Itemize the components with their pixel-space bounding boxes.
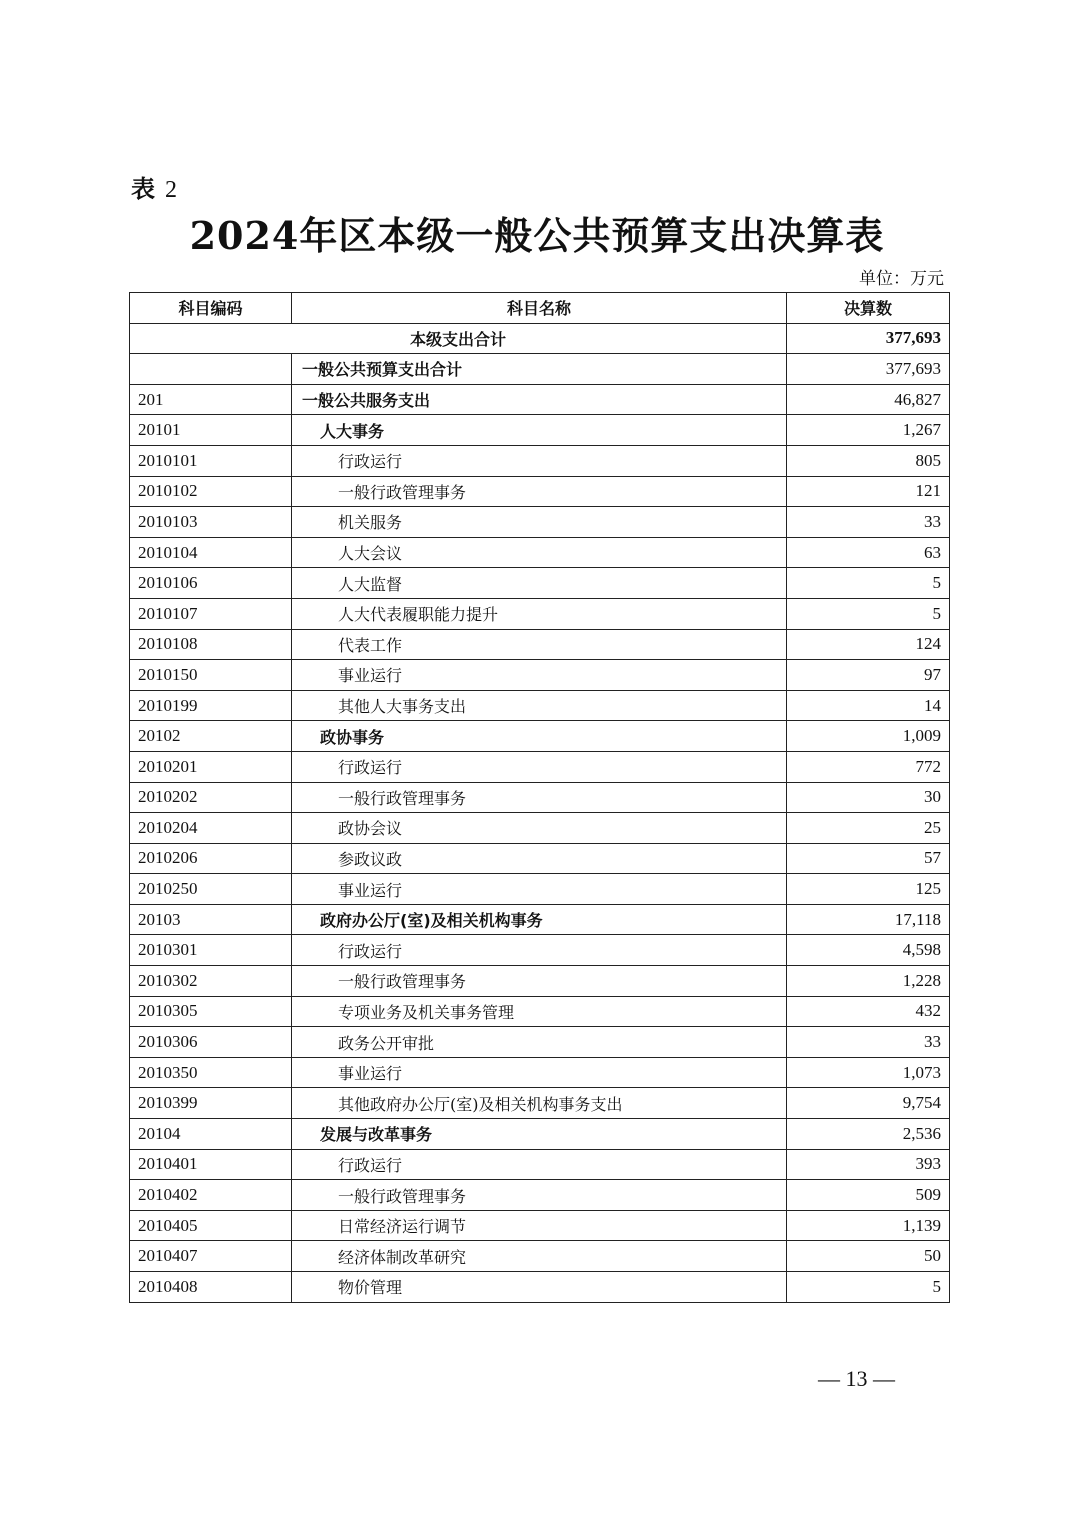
row-amount: 1,139: [787, 1210, 950, 1241]
row-amount: 124: [787, 629, 950, 660]
row-amount: 5: [787, 568, 950, 599]
table-body: [130, 323, 950, 1302]
table-row: [130, 751, 950, 782]
row-amount: 5: [787, 598, 950, 629]
row-amount: 509: [787, 1180, 950, 1211]
row-amount: 805: [787, 445, 950, 476]
row-name: 一般行政管理事务: [292, 1180, 787, 1211]
table-row: [130, 445, 950, 476]
row-code: [130, 354, 292, 385]
table-row: [130, 568, 950, 599]
row-name: 行政运行: [292, 445, 787, 476]
row-amount: 5: [787, 1272, 950, 1303]
row-code: 2010101: [130, 445, 292, 476]
row-name: 政协会议: [292, 813, 787, 844]
page-number: — 13 —: [818, 1366, 895, 1391]
row-name: 专项业务及机关事务管理: [292, 996, 787, 1027]
row-code: 2010305: [130, 996, 292, 1027]
row-name: 行政运行: [292, 935, 787, 966]
row-name: 政府办公厅(室)及相关机构事务: [292, 904, 787, 935]
table-row: [130, 996, 950, 1027]
row-code: 20103: [130, 904, 292, 935]
table-row: [130, 354, 950, 385]
row-code: 2010405: [130, 1210, 292, 1241]
row-code: 2010302: [130, 966, 292, 997]
row-name: 事业运行: [292, 1057, 787, 1088]
row-amount: 33: [787, 507, 950, 538]
table-row: [130, 843, 950, 874]
row-name: 行政运行: [292, 1149, 787, 1180]
row-amount: 50: [787, 1241, 950, 1272]
budget-table: [129, 292, 950, 1303]
table-row: [130, 690, 950, 721]
table-row: [130, 1210, 950, 1241]
row-code: 20102: [130, 721, 292, 752]
row-name: 人大监督: [292, 568, 787, 599]
table-row: [130, 415, 950, 446]
row-name: 代表工作: [292, 629, 787, 660]
table-number: 2: [165, 177, 177, 203]
table-row: [130, 384, 950, 415]
row-amount: 377,693: [787, 354, 950, 385]
row-code: 2010250: [130, 874, 292, 905]
header-amount: 决算数: [787, 293, 950, 324]
table-row: [130, 1241, 950, 1272]
table-row: [130, 721, 950, 752]
row-amount: 1,267: [787, 415, 950, 446]
row-amount: 17,118: [787, 904, 950, 935]
row-amount: 33: [787, 1027, 950, 1058]
row-code: 2010201: [130, 751, 292, 782]
table-row: [130, 660, 950, 691]
row-amount: 14: [787, 690, 950, 721]
document-title: 2024年区本级一般公共预算支出决算表: [189, 213, 885, 258]
table-row: [130, 1149, 950, 1180]
row-amount: 46,827: [787, 384, 950, 415]
row-name: 事业运行: [292, 874, 787, 905]
row-amount: 125: [787, 874, 950, 905]
row-name: 政务公开审批: [292, 1027, 787, 1058]
row-amount: 97: [787, 660, 950, 691]
table-row: [130, 1057, 950, 1088]
row-amount: 30: [787, 782, 950, 813]
header-code: 科目编码: [130, 293, 292, 324]
row-code: 2010199: [130, 690, 292, 721]
row-code: 2010106: [130, 568, 292, 599]
row-code: 2010350: [130, 1057, 292, 1088]
table-row: [130, 904, 950, 935]
row-code: 2010108: [130, 629, 292, 660]
row-amount: 63: [787, 537, 950, 568]
row-amount: 4,598: [787, 935, 950, 966]
header-name: 科目名称: [292, 293, 787, 324]
row-name: 人大会议: [292, 537, 787, 568]
row-name: 人大事务: [292, 415, 787, 446]
row-name: 一般行政管理事务: [292, 966, 787, 997]
row-code: 2010407: [130, 1241, 292, 1272]
row-amount: 432: [787, 996, 950, 1027]
row-code: 2010150: [130, 660, 292, 691]
row-name: 物价管理: [292, 1272, 787, 1303]
row-code: 2010399: [130, 1088, 292, 1119]
table-row: [130, 1088, 950, 1119]
table-row: [130, 1119, 950, 1150]
row-code: 2010202: [130, 782, 292, 813]
grand-total-row: [130, 323, 950, 354]
table-row: [130, 1272, 950, 1303]
row-code: 20101: [130, 415, 292, 446]
table-header-row: [130, 293, 950, 324]
row-amount: 2,536: [787, 1119, 950, 1150]
unit-label: 单位：万元: [859, 269, 944, 289]
row-name: 事业运行: [292, 660, 787, 691]
row-amount: 1,009: [787, 721, 950, 752]
row-amount: 393: [787, 1149, 950, 1180]
row-code: 20104: [130, 1119, 292, 1150]
table-label-text: 表: [131, 175, 155, 203]
table-row: [130, 1180, 950, 1211]
row-amount: 1,073: [787, 1057, 950, 1088]
table-row: [130, 782, 950, 813]
row-code: 2010107: [130, 598, 292, 629]
row-name: 一般行政管理事务: [292, 476, 787, 507]
row-amount: 1,228: [787, 966, 950, 997]
table-row: [130, 874, 950, 905]
grand-total-label: 本级支出合计: [130, 323, 787, 354]
row-code: 2010204: [130, 813, 292, 844]
row-code: 2010408: [130, 1272, 292, 1303]
row-name: 政协事务: [292, 721, 787, 752]
table-label: [131, 174, 177, 205]
table-row: [130, 537, 950, 568]
table-row: [130, 476, 950, 507]
row-name: 人大代表履职能力提升: [292, 598, 787, 629]
row-code: 2010306: [130, 1027, 292, 1058]
row-amount: 772: [787, 751, 950, 782]
row-name: 一般公共服务支出: [292, 384, 787, 415]
row-code: 201: [130, 384, 292, 415]
row-name: 参政议政: [292, 843, 787, 874]
row-code: 2010102: [130, 476, 292, 507]
row-amount: 121: [787, 476, 950, 507]
table-row: [130, 935, 950, 966]
row-amount: 57: [787, 843, 950, 874]
row-amount: 25: [787, 813, 950, 844]
table-row: [130, 1027, 950, 1058]
row-name: 机关服务: [292, 507, 787, 538]
table-row: [130, 813, 950, 844]
grand-total-amount: 377,693: [787, 323, 950, 354]
row-code: 2010402: [130, 1180, 292, 1211]
row-name: 其他人大事务支出: [292, 690, 787, 721]
row-name: 行政运行: [292, 751, 787, 782]
table-row: [130, 629, 950, 660]
table-row: [130, 598, 950, 629]
row-name: 日常经济运行调节: [292, 1210, 787, 1241]
row-code: 2010401: [130, 1149, 292, 1180]
row-name: 经济体制改革研究: [292, 1241, 787, 1272]
row-code: 2010104: [130, 537, 292, 568]
row-name: 一般公共预算支出合计: [292, 354, 787, 385]
table-row: [130, 507, 950, 538]
row-code: 2010103: [130, 507, 292, 538]
row-amount: 9,754: [787, 1088, 950, 1119]
row-code: 2010206: [130, 843, 292, 874]
table-row: [130, 966, 950, 997]
row-name: 一般行政管理事务: [292, 782, 787, 813]
row-name: 发展与改革事务: [292, 1119, 787, 1150]
row-name: 其他政府办公厅(室)及相关机构事务支出: [292, 1088, 787, 1119]
row-code: 2010301: [130, 935, 292, 966]
